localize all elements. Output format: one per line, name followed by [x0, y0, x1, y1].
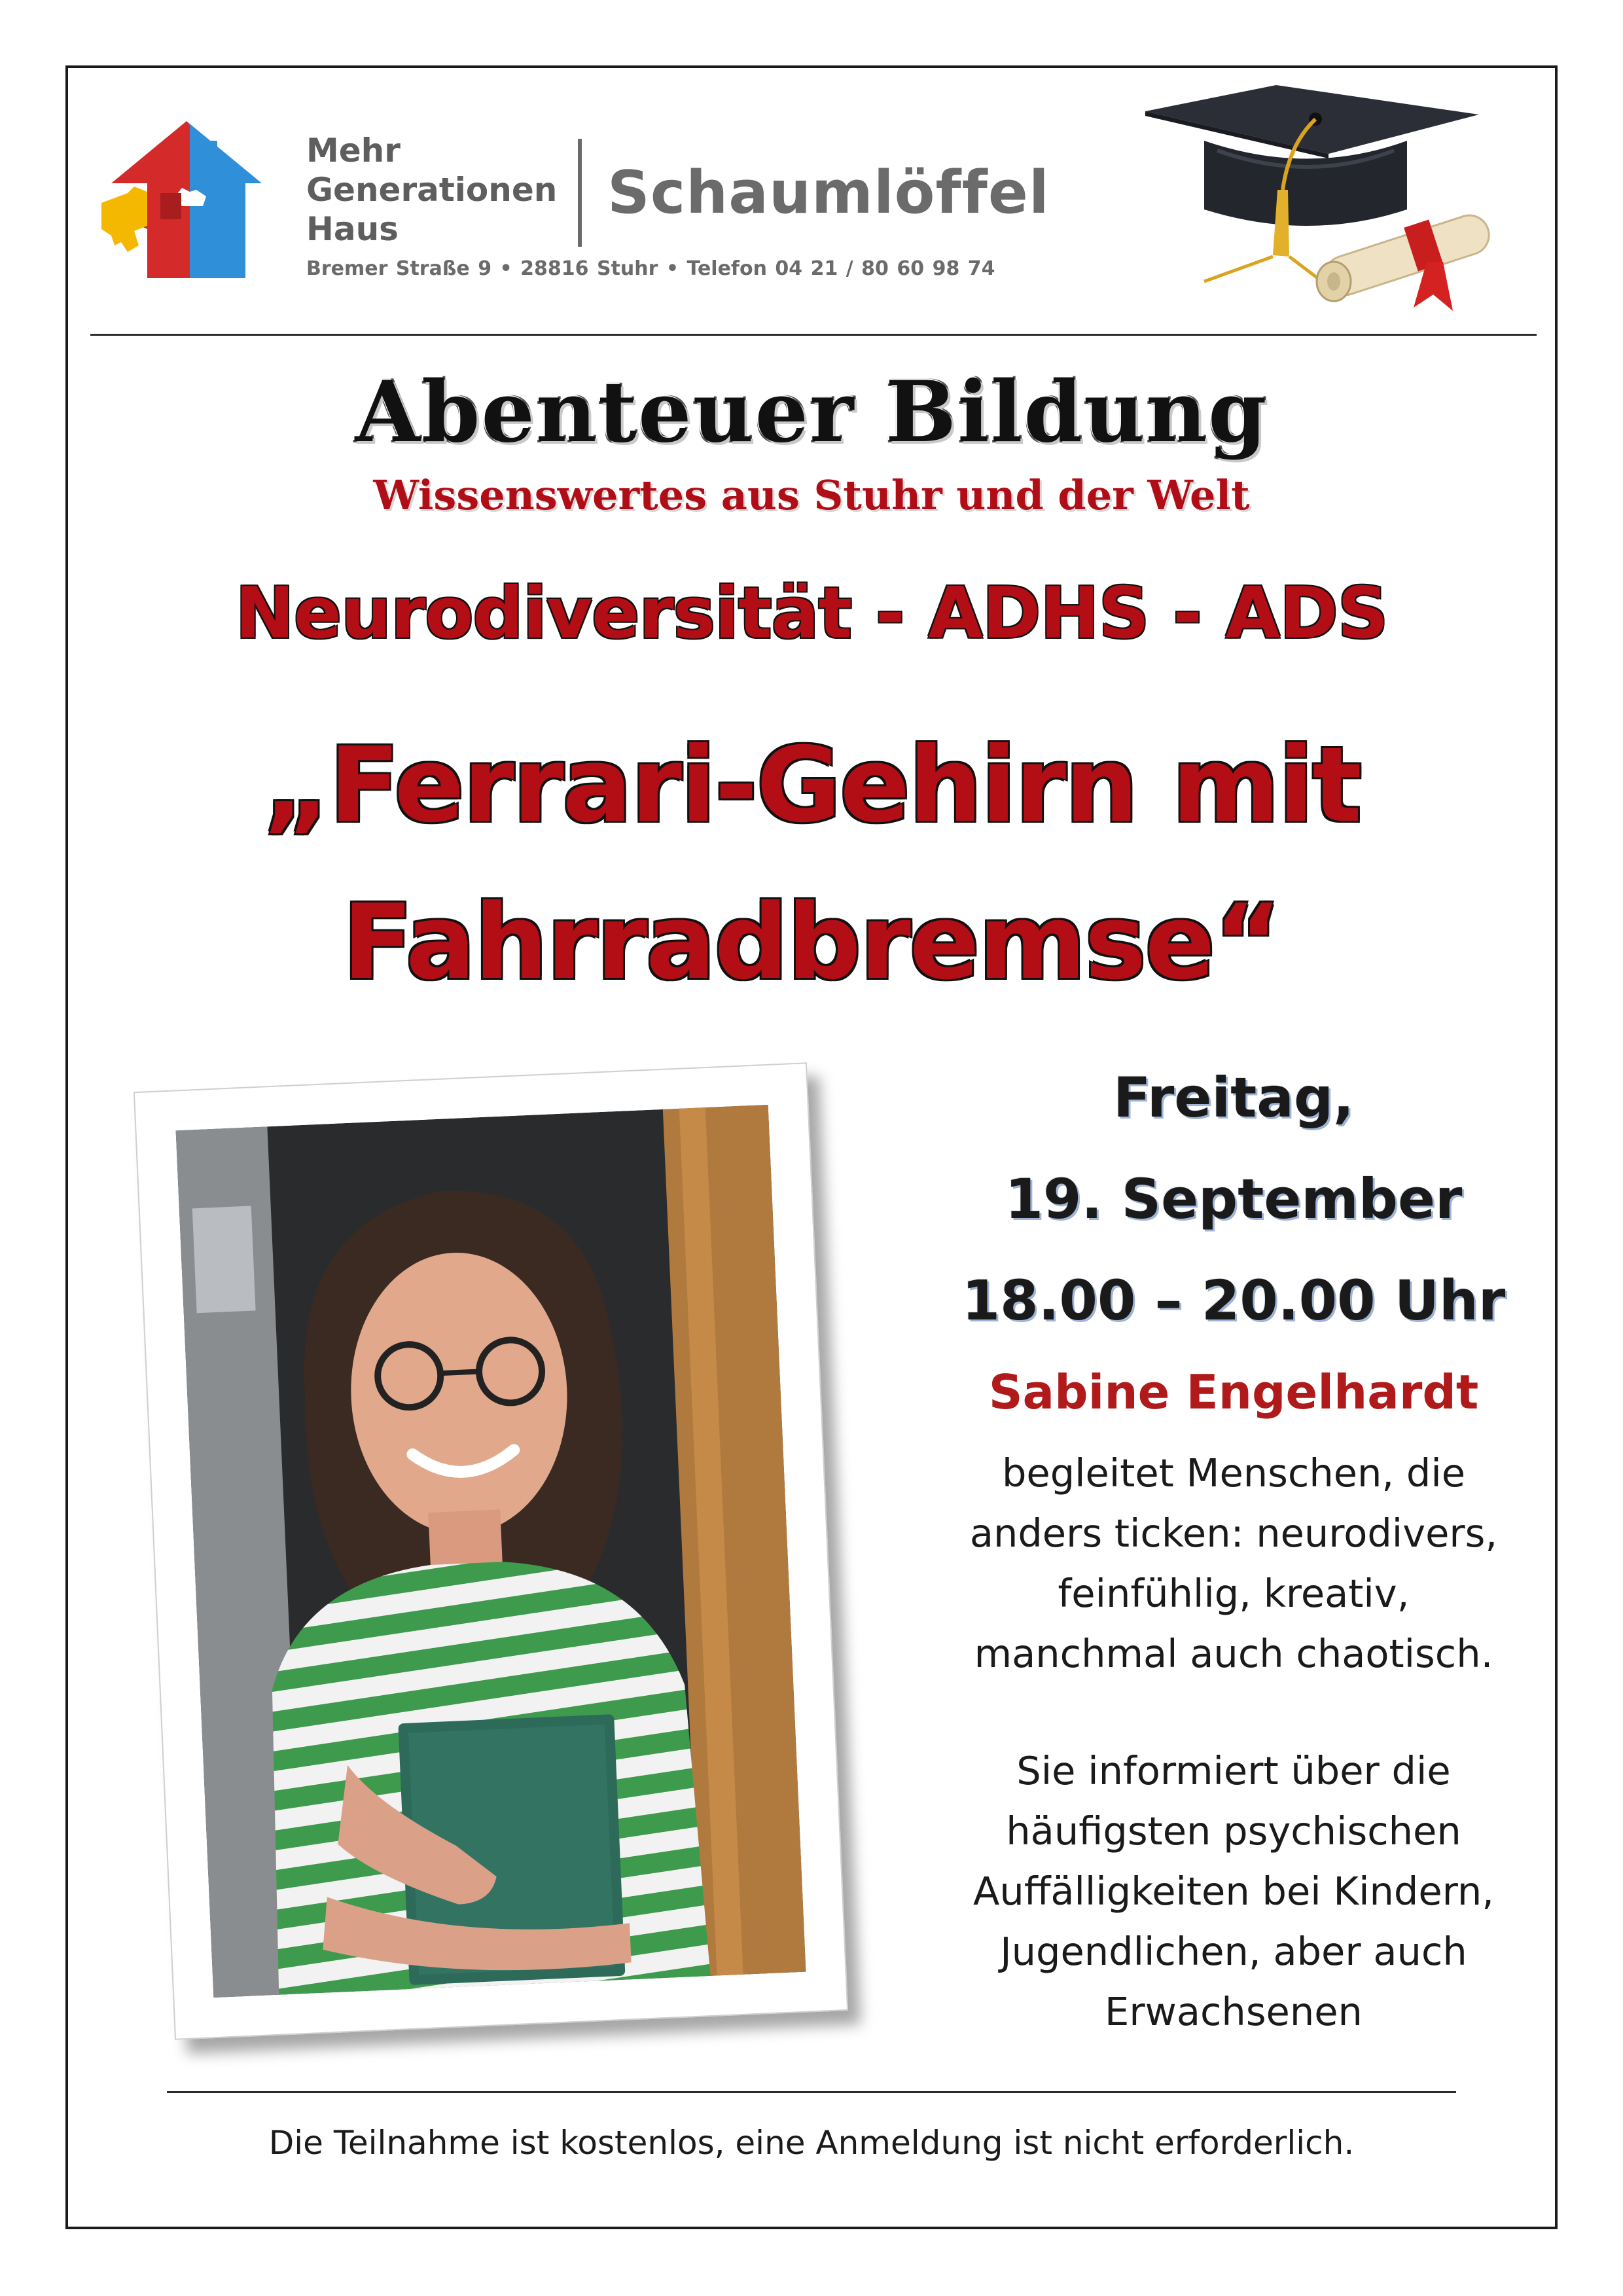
footer-note: Die Teilnahme ist kostenlos, eine Anmeldung ist nicht erforderlich. — [268, 2124, 1355, 2162]
org-place: Schaumlöffel — [607, 158, 1050, 227]
event-day: Freitag, — [1113, 1066, 1355, 1130]
org-name-line2: Generationen — [306, 171, 558, 209]
info-line1: Sie informiert über die — [1016, 1748, 1451, 1793]
org-address: Bremer Straße 9 • 28816 Stuhr • Telefon 04 21 / 80 60 98 74 — [306, 257, 995, 280]
event-topic: Neurodiversität - ADHS - ADS — [235, 573, 1388, 655]
event-info — [897, 1741, 1571, 2042]
org-name-line3: Haus — [306, 210, 399, 248]
speaker-description — [897, 1443, 1571, 1684]
speaker-desc-line2: anders ticken: neurodivers, — [969, 1511, 1498, 1556]
speaker-name: Sabine Engelhardt — [988, 1365, 1479, 1420]
speaker-photo-frame — [134, 1062, 848, 2040]
info-line4: Jugendlichen, aber auch — [1000, 1929, 1467, 1974]
headline-line1: „Ferrari-Gehirn mit — [262, 725, 1361, 846]
series-title: Abenteuer Bildung — [355, 363, 1268, 461]
footer-divider — [167, 2091, 1456, 2093]
headline-line2: Fahrradbremse“ — [342, 882, 1281, 1003]
event-headline — [0, 707, 1623, 1021]
org-name-line1: Mehr — [306, 132, 401, 170]
info-line5: Erwachsenen — [1105, 1989, 1363, 2034]
event-date-block — [897, 1047, 1571, 1352]
puzzle-house-logo — [98, 115, 275, 291]
org-divider — [578, 139, 582, 247]
info-line3: Auffälligkeiten bei Kindern, — [972, 1869, 1494, 1914]
graduation-cap-icon — [1126, 85, 1518, 314]
series-subtitle: Wissenswertes aus Stuhr und der Welt — [373, 471, 1250, 519]
info-line2: häufigsten psychischen — [1006, 1808, 1461, 1854]
speaker-desc-line4: manchmal auch chaotisch. — [974, 1631, 1493, 1676]
speaker-desc-line1: begleitet Menschen, die — [1001, 1450, 1466, 1496]
speaker-desc-line3: feinfühlig, kreativ, — [1058, 1571, 1410, 1616]
speaker-photo — [176, 1105, 806, 1998]
event-date: 19. September — [1005, 1167, 1463, 1231]
org-name — [306, 131, 568, 249]
event-time: 18.00 – 20.00 Uhr — [961, 1268, 1506, 1333]
header-divider — [90, 334, 1537, 336]
